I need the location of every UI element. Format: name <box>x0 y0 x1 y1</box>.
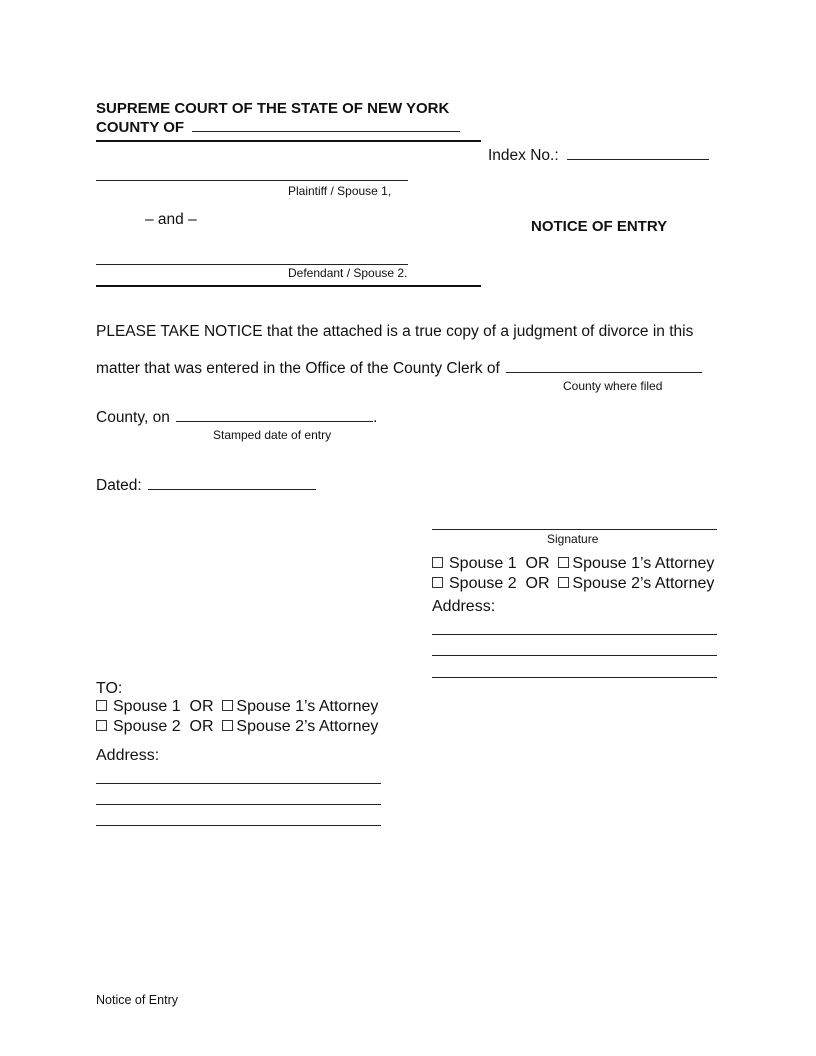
spouse2-attorney-checkbox[interactable] <box>558 577 569 588</box>
to-address-label: Address: <box>96 747 160 764</box>
index-no-field[interactable] <box>567 158 709 160</box>
defendant-label: Defendant / Spouse 2. <box>288 266 408 280</box>
notice-text-line-1: PLEASE TAKE NOTICE that the attached is a true copy of a judgment of divorce in this <box>96 323 694 340</box>
spouse2-attorney-label: Spouse 2’s Attorney <box>572 575 715 592</box>
plaintiff-label: Plaintiff / Spouse 1, <box>288 184 392 198</box>
caption-bottom-rule <box>96 285 481 287</box>
county-of-label: COUNTY OF <box>96 119 185 136</box>
dated-line <box>96 477 316 495</box>
county-filed-hint: County where filed <box>563 379 663 393</box>
entry-date-hint: Stamped date of entry <box>213 428 332 442</box>
to-option-row-2 <box>96 717 378 737</box>
spouse1-checkbox[interactable] <box>432 557 443 568</box>
signature-address-line-2[interactable] <box>432 655 717 656</box>
spouse1-attorney-checkbox[interactable] <box>558 557 569 568</box>
county-of-field[interactable] <box>192 130 460 132</box>
to-option-row-1 <box>96 697 378 717</box>
index-no-line <box>488 147 709 165</box>
county-on-label: County, on <box>96 409 170 426</box>
footer-text: Notice of Entry <box>96 993 178 1007</box>
signature-address-label: Address: <box>432 598 496 615</box>
notice-text-line-2-text: matter that was entered in the Office of the County Clerk of <box>96 360 500 377</box>
spouse1-label: Spouse 1 <box>449 555 517 572</box>
to-spouse1-attorney-label: Spouse 1’s Attorney <box>236 698 379 715</box>
to-label: TO: <box>96 680 123 697</box>
caption-top-rule <box>96 140 481 142</box>
document-title: NOTICE OF ENTRY <box>531 218 668 235</box>
to-spouse1-checkbox[interactable] <box>96 700 107 711</box>
county-on-line <box>96 409 377 427</box>
or-label: OR <box>189 718 214 735</box>
notice-text-line-2 <box>96 360 702 378</box>
spouse1-attorney-label: Spouse 1’s Attorney <box>572 555 715 572</box>
to-address-line-1[interactable] <box>96 783 381 784</box>
index-no-label: Index No.: <box>488 147 559 164</box>
to-spouse2-attorney-label: Spouse 2’s Attorney <box>236 718 379 735</box>
signature-field[interactable] <box>432 529 717 530</box>
spouse2-label: Spouse 2 <box>449 575 517 592</box>
to-spouse2-attorney-checkbox[interactable] <box>222 720 233 731</box>
to-address-line-3[interactable] <box>96 825 381 826</box>
plaintiff-field[interactable] <box>96 180 408 181</box>
to-address-line-2[interactable] <box>96 804 381 805</box>
to-spouse1-label: Spouse 1 <box>113 698 181 715</box>
spouse2-checkbox[interactable] <box>432 577 443 588</box>
county-of-line <box>96 119 460 137</box>
dated-field[interactable] <box>148 488 316 490</box>
to-spouse2-label: Spouse 2 <box>113 718 181 735</box>
to-spouse1-attorney-checkbox[interactable] <box>222 700 233 711</box>
signature-option-row-1 <box>432 554 714 574</box>
signature-address-line-1[interactable] <box>432 634 717 635</box>
period: . <box>373 409 378 426</box>
signature-address-line-3[interactable] <box>432 677 717 678</box>
signature-option-row-2 <box>432 574 714 594</box>
signature-label: Signature <box>547 532 599 546</box>
and-separator: – and – <box>145 211 197 228</box>
to-spouse2-checkbox[interactable] <box>96 720 107 731</box>
entry-date-field[interactable] <box>176 420 373 422</box>
or-label: OR <box>525 555 550 572</box>
dated-label: Dated: <box>96 477 142 494</box>
court-name: SUPREME COURT OF THE STATE OF NEW YORK <box>96 100 450 117</box>
county-filed-field[interactable] <box>506 371 702 373</box>
or-label: OR <box>525 575 550 592</box>
defendant-field[interactable] <box>96 264 408 265</box>
or-label: OR <box>189 698 214 715</box>
